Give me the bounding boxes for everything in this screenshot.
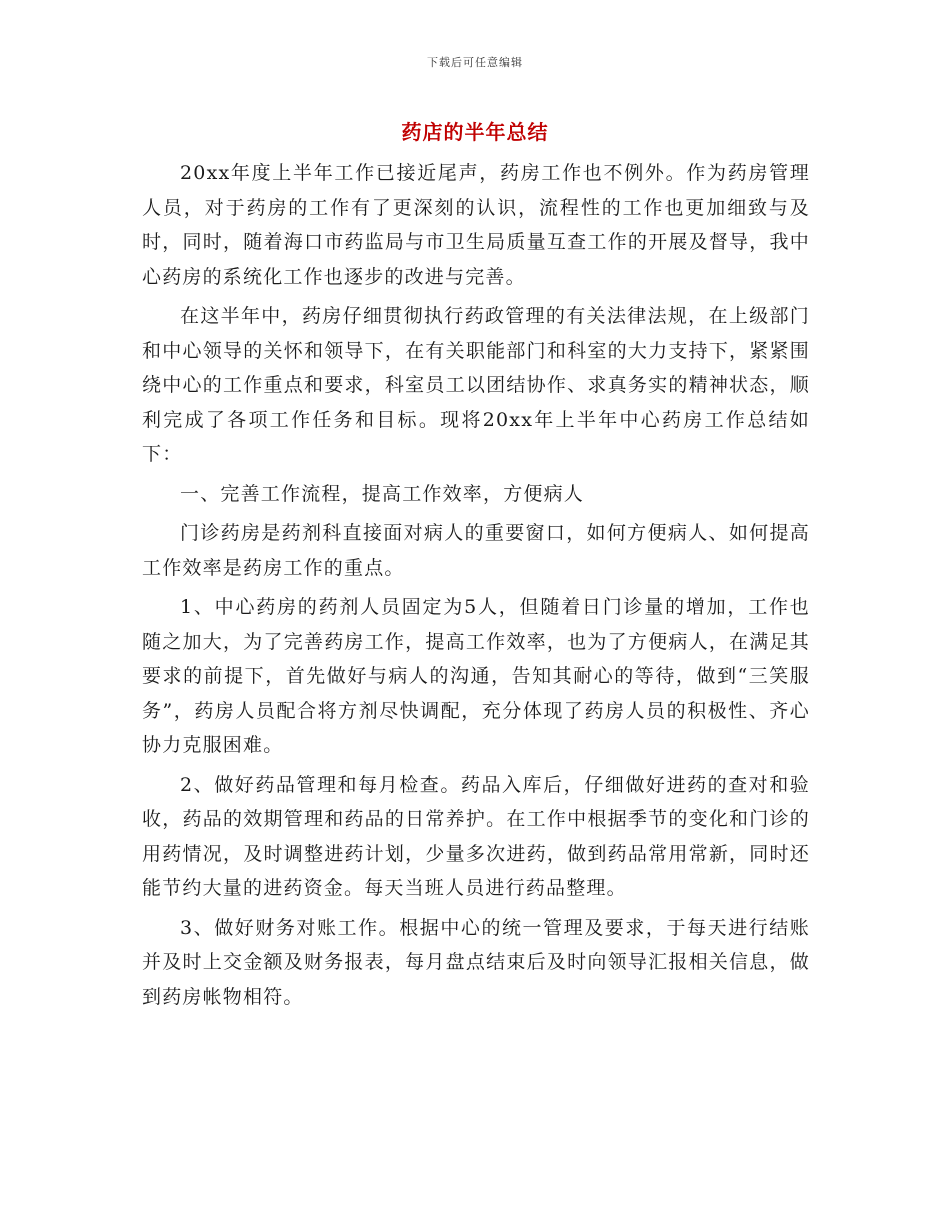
- header-note: 下载后可任意编辑: [427, 56, 523, 69]
- paragraph-outpatient: 门诊药房是药剂科直接面对病人的重要窗口，如何方便病人、如何提高工作效率是药房工作的重点。: [142, 522, 810, 579]
- paragraph-item-2: 2、做好药品管理和每月检查。药品入库后，仔细做好进药的查对和验收，药品的效期管理和药品的日常养护。在工作中根据季节的变化和门诊的用药情况，及时调整进药计划，少量多次进药，做到药品常用常新，同时还能节约大量的进药资金。每天当班人员进行药品整理。: [142, 773, 810, 899]
- paragraph-summary: 在这半年中，药房仔细贯彻执行药政管理的有关法律法规，在上级部门和中心领导的关怀和领导下，在有关职能部门和科室的大力支持下，紧紧围绕中心的工作重点和要求，科室员工以团结协作、求真务实的精神状态，顺利完成了各项工作任务和目标。现将20xx年上半年中心药房工作总结如下：: [142, 305, 810, 465]
- paragraph-item-3: 3、做好财务对账工作。根据中心的统一管理及要求，于每天进行结账并及时上交金额及财务报表，每月盘点结束后及时向领导汇报相关信息，做到药房帐物相符。: [142, 916, 810, 1008]
- paragraph-intro: 20xx年度上半年工作已接近尾声，药房工作也不例外。作为药房管理人员，对于药房的工作有了更深刻的认识，流程性的工作也更加细致与及时，同时，随着海口市药监局与市卫生局质量互查工作的开展及督导，我中心药房的系统化工作也逐步的改进与完善。: [142, 162, 810, 288]
- document-title: 药店的半年总结: [401, 120, 549, 144]
- paragraph-item-1: 1、中心药房的药剂人员固定为5人，但随着日门诊量的增加，工作也随之加大，为了完善药房工作，提高工作效率，也为了方便病人，在满足其要求的前提下，首先做好与病人的沟通，告知其耐心的等待，做到“三笑服务”，药房人员配合将方剂尽快调配，充分体现了药房人员的积极性、齐心协力克服困难。: [142, 596, 810, 756]
- section-heading-1: 一、完善工作流程，提高工作效率，方便病人: [180, 482, 585, 505]
- document-body: [142, 156, 810, 1019]
